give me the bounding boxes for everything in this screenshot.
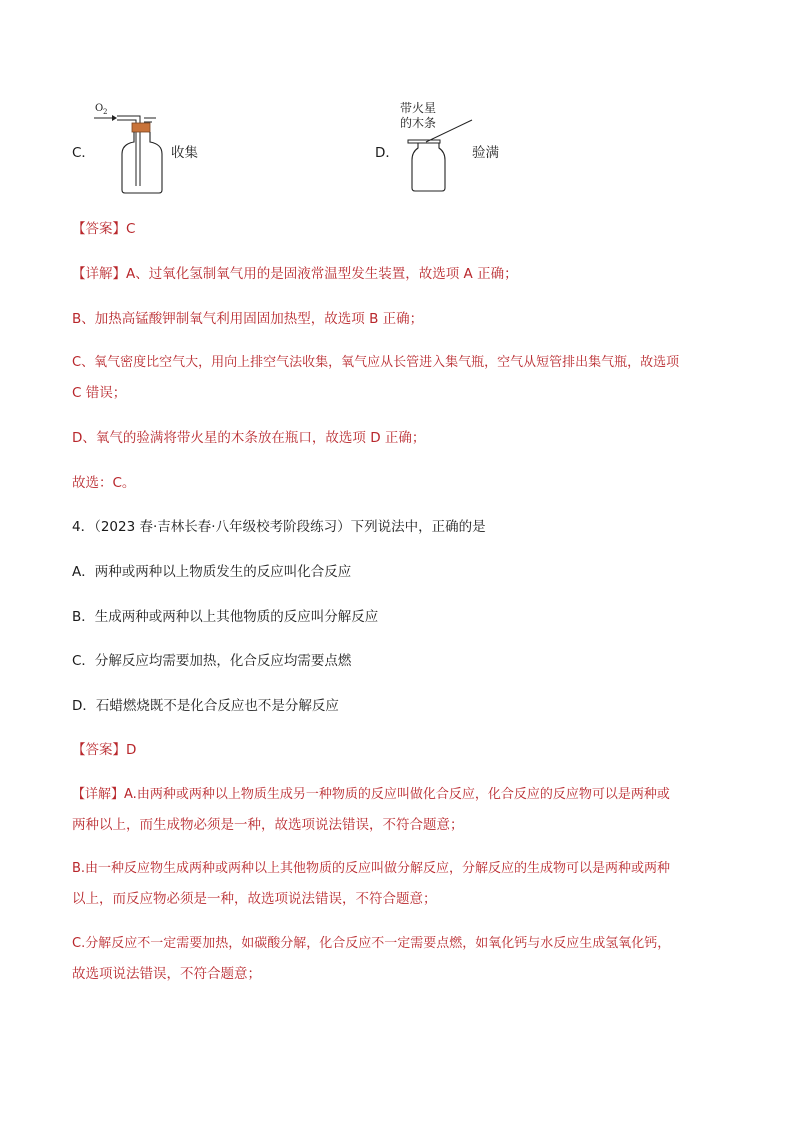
q4-detail-b-line1: B.由一种反应物生成两种或两种以上其他物质的反应叫做分解反应，分解反应的生成物可以是两种或两种 — [72, 861, 671, 876]
gas-bottle — [412, 143, 445, 191]
answer-value: C — [126, 221, 136, 237]
q4-detail-b-line2: 以上，而反应物必须是一种，故选项说法错误，不符合题意； — [72, 891, 437, 907]
detail-tag: 【详解】 — [72, 787, 125, 802]
q4-detail-a-line2: 两种以上，而生成物必须是一种，故选项说法错误，不符合题意； — [72, 817, 464, 833]
q3-detail-a: 【详解】A、过氧化氢制氧气用的是固液常温型发生装置，故选项 A 正确； — [72, 266, 518, 282]
answer-value: D — [126, 742, 137, 758]
q4-stem: 4．（2023 春·吉林长春·八年级校考阶段练习）下列说法中，正确的是 — [72, 519, 486, 535]
q4-option-c: C．分解反应均需要加热，化合反应均需要点燃 — [72, 653, 352, 669]
long-tube — [117, 116, 140, 160]
q4-option-d: D．石蜡燃烧既不是化合反应也不是分解反应 — [72, 698, 339, 714]
detail-tag: 【详解】 — [72, 266, 126, 282]
q3-conclusion: 故选：C。 — [72, 475, 136, 491]
q4-answer-line — [72, 740, 732, 760]
q4-detail-c-line1: C.分解反应不一定需要加热，如碳酸分解，化合反应不一定需要点燃，如氧化钙与水反应生成氢氧化钙， — [72, 936, 671, 951]
short-tube — [144, 118, 156, 122]
q3-detail-c-line1: C、氧气密度比空气大，用向上排空气法收集，氧气应从长管进入集气瓶，空气从短管排出集气瓶，故选项 — [72, 355, 680, 370]
q4-detail-a-line1: 【详解】A.由两种或两种以上物质生成另一种物质的反应叫做化合反应，化合反应的反应物可以是两种或 — [72, 787, 670, 802]
q3-detail-c-line2: C 错误； — [72, 385, 127, 401]
option-c-caption: 收集 — [171, 145, 198, 161]
stick-label-line1: 带火星 — [400, 101, 437, 115]
gas-label-sub: 2 — [103, 108, 108, 116]
option-d-label: D． — [375, 145, 399, 161]
q3-answer-line — [72, 219, 732, 239]
q4-option-b: B．生成两种或两种以上其他物质的反应叫分解反应 — [72, 609, 379, 625]
option-d-caption: 验满 — [472, 145, 499, 161]
q4-detail-c-line2: 故选项说法错误，不符合题意； — [72, 966, 261, 982]
gas-label: O — [95, 103, 104, 114]
option-c-label: C． — [72, 145, 95, 161]
q4-option-a: A．两种或两种以上物质发生的反应叫化合反应 — [72, 564, 352, 580]
glass-cover — [408, 140, 440, 143]
rubber-stopper — [132, 123, 150, 132]
stick-label-line2: 的木条 — [400, 116, 437, 130]
q3-detail-d: D、氧气的验满将带火星的木条放在瓶口，故选项 D 正确； — [72, 430, 426, 446]
q3-detail-b: B、加热高锰酸钾制氧气利用固固加热型，故选项 B 正确； — [72, 311, 424, 327]
answer-tag: 【答案】 — [72, 221, 126, 237]
gas-collection-bottle-figure — [92, 98, 172, 196]
collection-bottle — [122, 132, 162, 193]
arrow-head-icon — [112, 115, 117, 121]
answer-tag: 【答案】 — [72, 742, 126, 758]
